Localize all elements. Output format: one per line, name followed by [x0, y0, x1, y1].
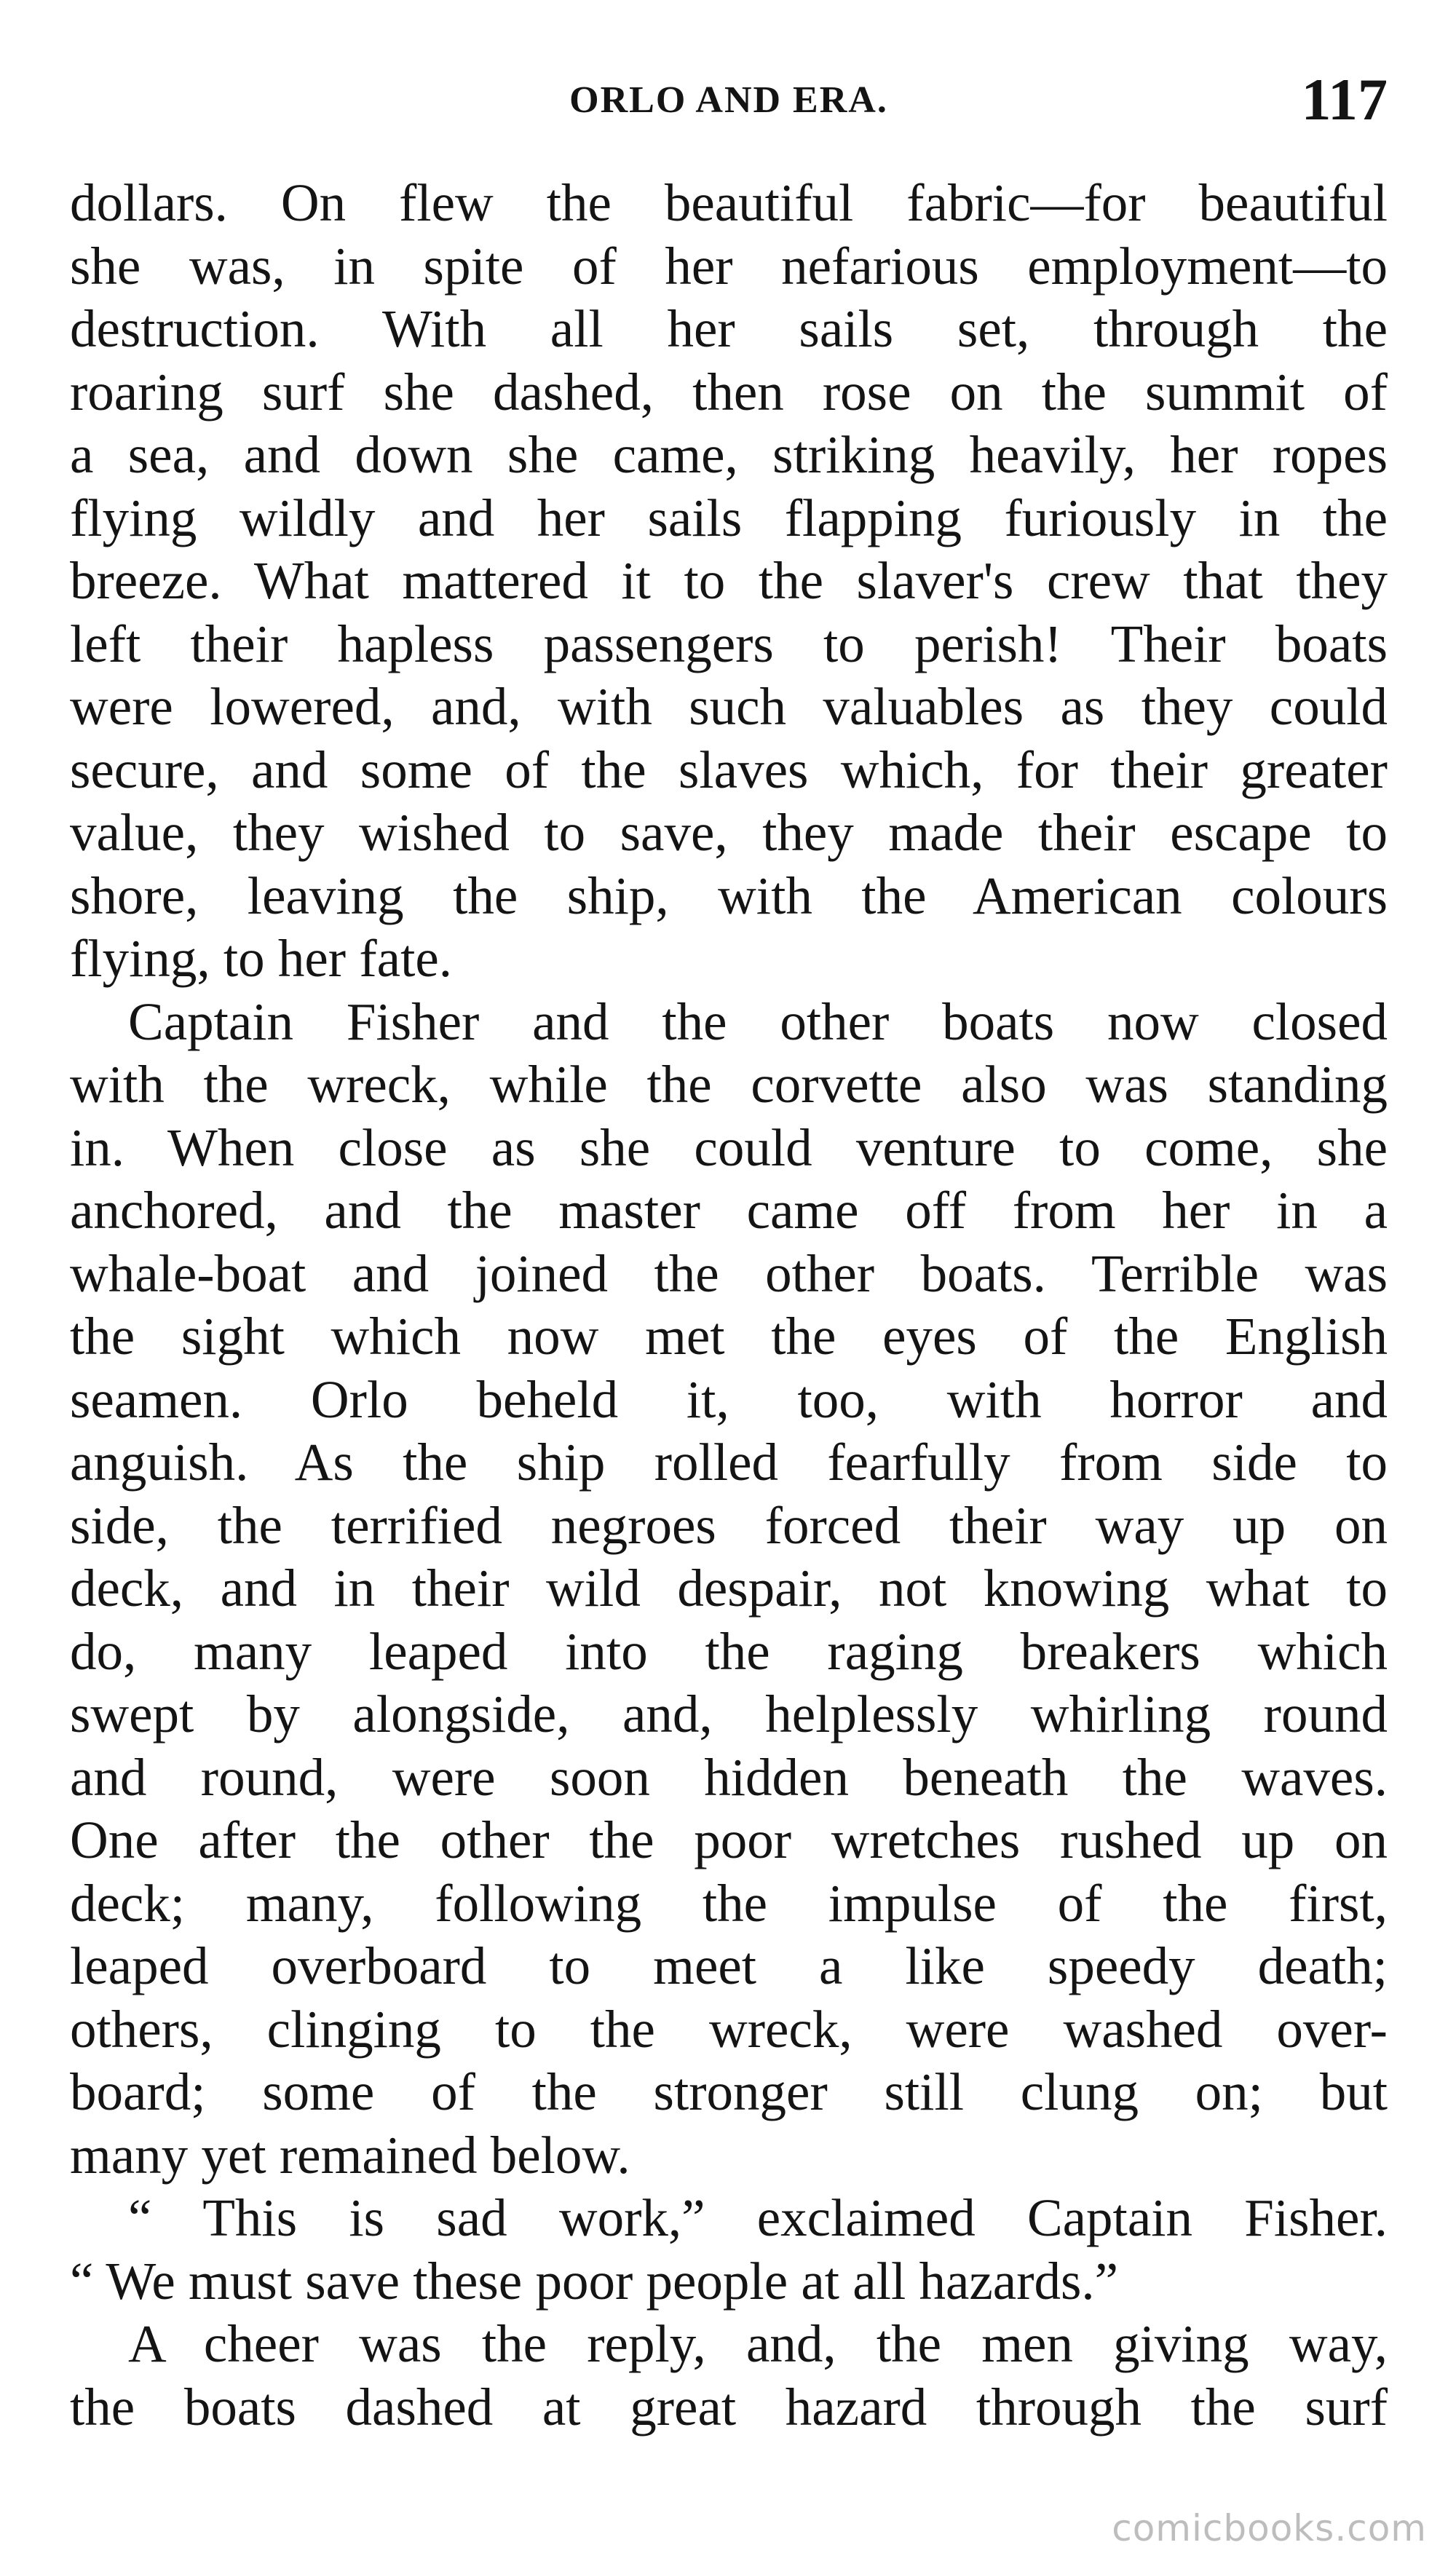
text-line: flying, to her fate.: [70, 929, 453, 988]
text-line: leaped overboard to meet a like speedy death;: [70, 1936, 1388, 1995]
text-line: breeze. What mattered it to the slaver's crew that they: [70, 551, 1388, 610]
text-line: were lowered, and, with such valuables as they could: [70, 677, 1388, 736]
text-line: whale-boat and joined the other boats. Terrible was: [70, 1243, 1388, 1303]
text-line: secure, and some of the slaves which, for their greater: [70, 740, 1388, 799]
text-line: dollars. On flew the beautiful fabric—for beautiful: [70, 173, 1388, 232]
text-line: and round, were soon hidden beneath the waves.: [70, 1747, 1388, 1807]
watermark: comicbooks.com: [1112, 2507, 1427, 2549]
text-line: value, they wished to save, they made their escape to: [70, 803, 1388, 862]
text-line: the sight which now met the eyes of the English: [70, 1307, 1388, 1366]
text-line: anchored, and the master came off from her in a: [70, 1181, 1388, 1240]
text-line: anguish. As the ship rolled fearfully from side to: [70, 1433, 1388, 1492]
text-line: she was, in spite of her nefarious employment—to: [70, 236, 1388, 296]
text-line: deck; many, following the impulse of the first,: [70, 1873, 1388, 1933]
text-line: deck, and in their wild despair, not knowing what to: [70, 1559, 1388, 1618]
text-line: others, clinging to the wreck, were washed over-: [70, 1999, 1388, 2059]
text-line: destruction. With all her sails set, through the: [70, 299, 1388, 358]
body-text: [70, 172, 1388, 2439]
text-line: a sea, and down she came, striking heavily, her ropes: [70, 425, 1388, 484]
text-line: Captain Fisher and the other boats now closed: [128, 991, 1388, 1051]
text-line: in. When close as she could venture to come, she: [70, 1117, 1388, 1177]
text-line: many yet remained below.: [70, 2125, 630, 2185]
text-line: do, many leaped into the raging breakers which: [70, 1621, 1388, 1681]
text-line: seamen. Orlo beheld it, too, with horror and: [70, 1369, 1388, 1429]
text-line: shore, leaving the ship, with the American colours: [70, 866, 1388, 925]
text-line: side, the terrified negroes forced their way up on: [70, 1495, 1388, 1555]
text-line: with the wreck, while the corvette also was standing: [70, 1055, 1388, 1114]
text-line: board; some of the stronger still clung on; but: [70, 2062, 1388, 2121]
text-line: A cheer was the reply, and, the men giving way,: [128, 2314, 1388, 2373]
text-line: left their hapless passengers to perish! Their boats: [70, 614, 1388, 673]
page-number: 117: [1301, 66, 1388, 132]
text-line: flying wildly and her sails flapping furiously in the: [70, 488, 1388, 547]
text-line: “ We must save these poor people at all hazards.”: [70, 2251, 1119, 2311]
text-line: swept by alongside, and, helplessly whirling round: [70, 1685, 1388, 1743]
text-line: One after the other the poor wretches rushed up on: [70, 1810, 1388, 1869]
text-line: the boats dashed at great hazard through the surf: [70, 2377, 1388, 2437]
text-line: roaring surf she dashed, then rose on the summit of: [70, 362, 1388, 421]
text-line: “ This is sad work,” exclaimed Captain Fisher.: [128, 2188, 1388, 2247]
running-head: [70, 66, 1388, 146]
running-title: ORLO AND ERA.: [569, 79, 888, 121]
